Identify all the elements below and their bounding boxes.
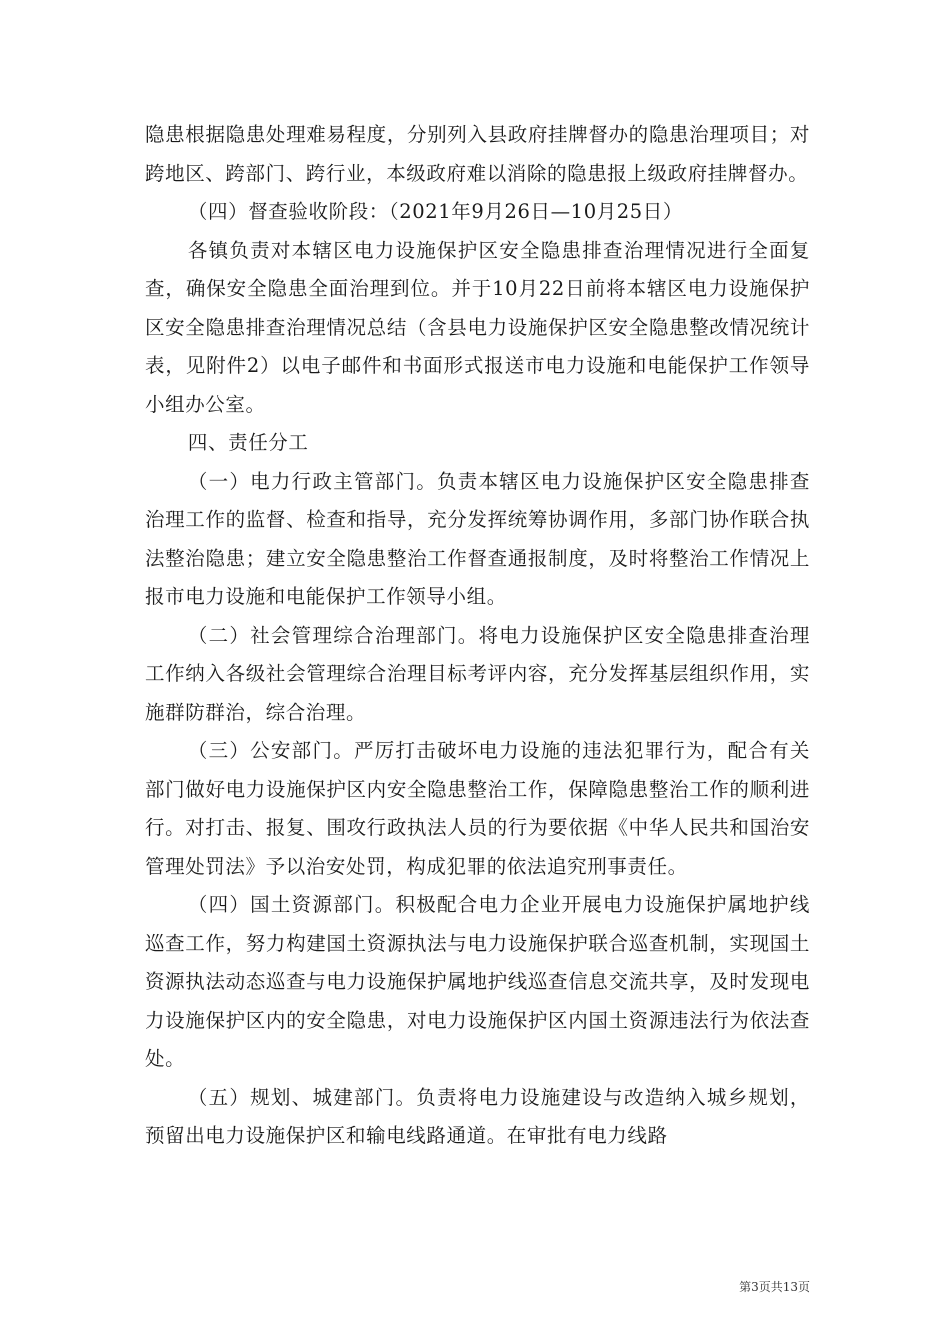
paragraph-social-management: （二）社会管理综合治理部门。将电力设施保护区安全隐患排查治理工作纳入各级社会管理综合治理目标考评内容，充分发挥基层组织作用，实施群防群治，综合治理。 (145, 623, 810, 724)
paragraph-land-resources: （四）国土资源部门。积极配合电力企业开展电力设施保护属地护线巡查工作，努力构建国土资源执法与电力设施保护联合巡查机制，实现国土资源执法动态巡查与电力设施保护属地护线巡查信息交流共享，及时发现电力设施保护区内的安全隐患，对电力设施保护区内国土资源违法行为依法查处。 (145, 893, 810, 1070)
paragraph-continuation: 隐患根据隐患处理难易程度，分别列入县政府挂牌督办的隐患治理项目；对跨地区、跨部门、跨行业，本级政府难以消除的隐患报上级政府挂牌督办。 (145, 123, 810, 185)
paragraph-stage-body: 各镇负责对本辖区电力设施保护区安全隐患排查治理情况进行全面复查，确保安全隐患全面治理到位。并于10月22日前将本辖区电力设施保护区安全隐患排查治理情况总结（含县电力设施保护区安全隐患整改情况统计表，见附件2）以电子邮件和书面形式报送市电力设施和电能保护工作领导小组办公室。 (145, 238, 810, 416)
paragraph-planning-construction: （五）规划、城建部门。负责将电力设施建设与改造纳入城乡规划，预留出电力设施保护区和输电线路通道。在审批有电力线路 (145, 1085, 810, 1147)
paragraph-power-authority: （一）电力行政主管部门。负责本辖区电力设施保护区安全隐患排查治理工作的监督、检查和指导，充分发挥统筹协调作用，多部门协作联合执法整治隐患；建立安全隐患整治工作督查通报制度，及时将整治工作情况上报市电力设施和电能保护工作领导小组。 (145, 469, 810, 608)
paragraph-stage-heading: （四）督查验收阶段：（2021年9月26日—10月25日） (187, 200, 684, 223)
document-body (145, 116, 810, 1156)
paragraph-public-security: （三）公安部门。严厉打击破坏电力设施的违法犯罪行为，配合有关部门做好电力设施保护区内安全隐患整治工作，保障隐患整治工作的顺利进行。对打击、报复、围攻行政执法人员的行为要依据《中华人民共和国治安管理处罚法》予以治安处罚，构成犯罪的依法追究刑事责任。 (145, 739, 810, 878)
page-number: 第3页共13页 (739, 1280, 810, 1294)
section-heading-responsibilities: 四、责任分工 (187, 431, 309, 454)
